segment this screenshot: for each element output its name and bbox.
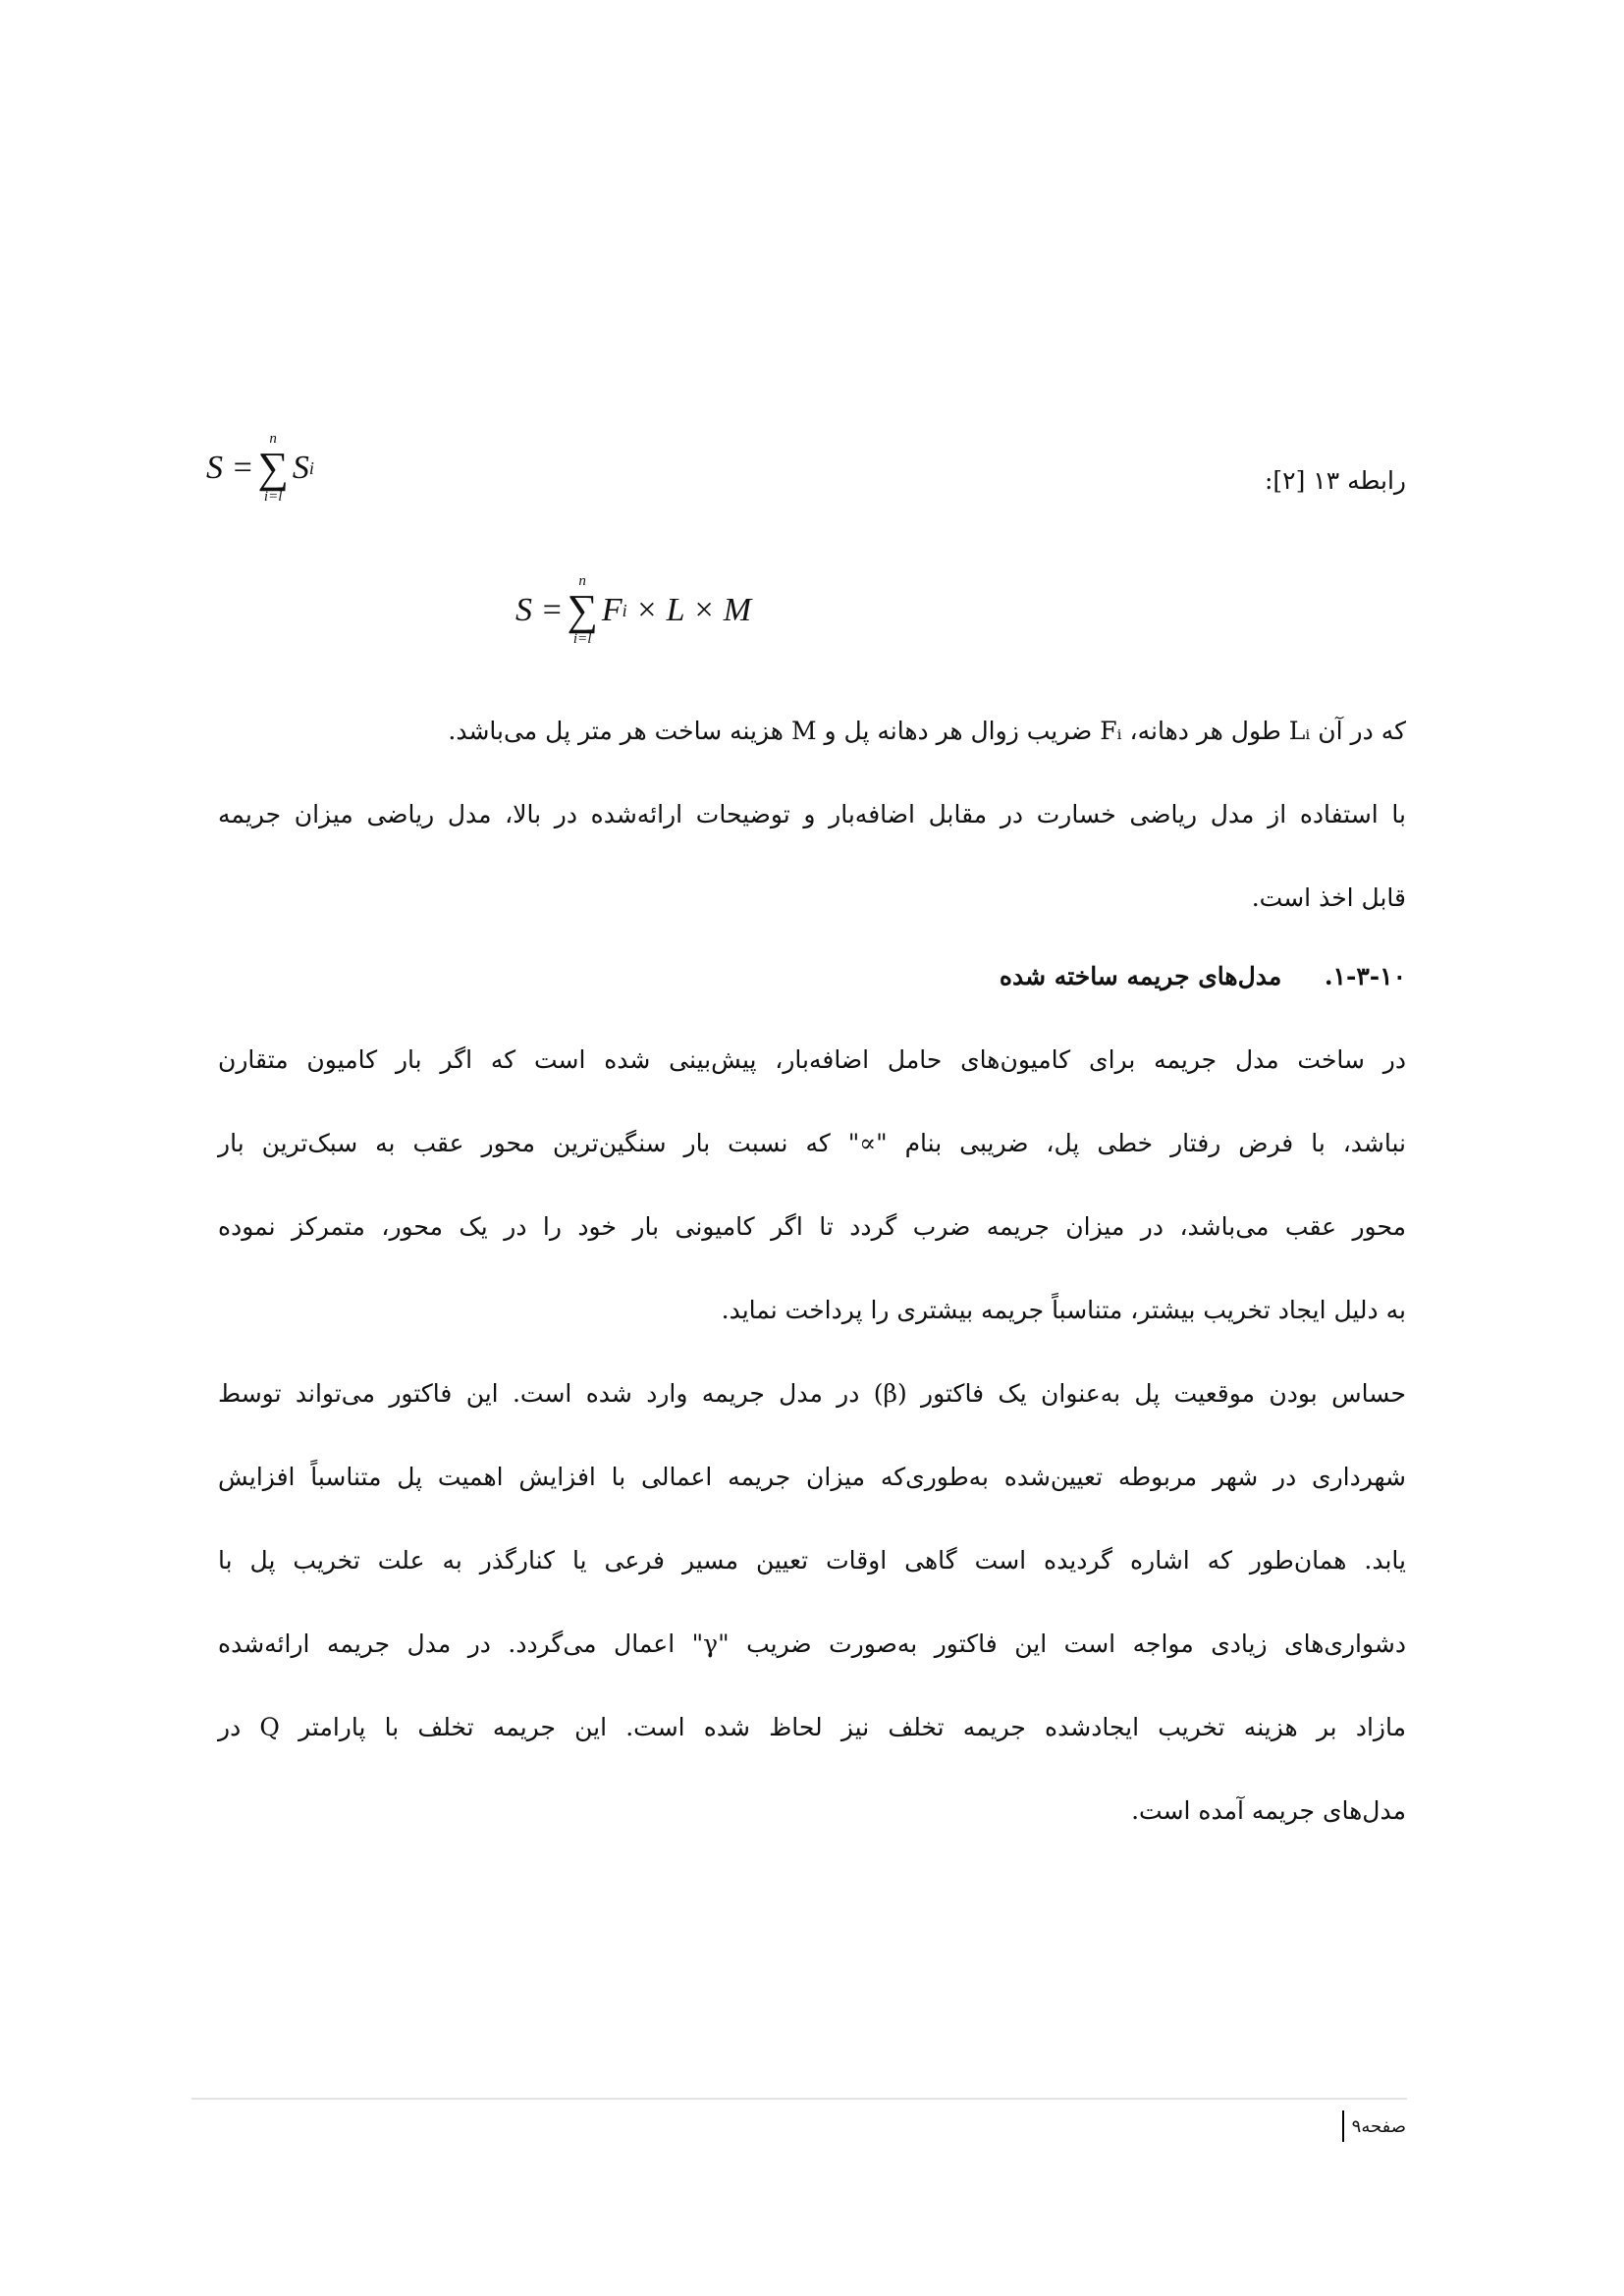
equation-label: رابطه ۱۳ [۲]: [1264, 466, 1406, 495]
eq2-sum-bottom: i=l [572, 631, 592, 647]
paragraph-line: محور عقب می‌باشد، در میزان جریمه ضرب گردد تا اگر کامیونی بار خود را در یک محور، متمرکز نموده [218, 1212, 1406, 1241]
sigma-symbol: ∑ [567, 586, 598, 634]
paragraph-line: حساس بودن موقعیت پل به‌عنوان یک فاکتور (β) در مدل جریمه وارد شده است. این فاکتور می‌تواند توسط [218, 1379, 1406, 1408]
eq1-sum-bottom: i=l [263, 489, 283, 505]
paragraph-line: با استفاده از مدل ریاضی خسارت در مقابل اضافه‌بار و توضیحات ارائه‌شده در بالا، مدل ریاضی میزان جریمه [218, 800, 1406, 828]
page-number-label: صفحه۹ [1351, 2115, 1406, 2137]
section-title: مدل‌های جریمه ساخته شده [999, 962, 1282, 990]
footer-divider [191, 2098, 1407, 2100]
eq2-term-sub: i [622, 600, 627, 620]
eq2-term: F [601, 592, 623, 628]
eq2-rest: × L × M [635, 592, 752, 628]
section-heading [218, 957, 1406, 996]
section-number: ۱-۳-۱۰. [1324, 962, 1406, 990]
page-number-separator [1342, 2110, 1344, 2142]
paragraph-line: مازاد بر هزینه تخریب ایجادشده جریمه تخلف نیز لحاظ شده است. این جریمه تخلف با پارامتر Q در [218, 1713, 1406, 1741]
paragraph-line: قابل اخذ است. [1251, 883, 1406, 912]
paragraph-line: شهرداری در شهر مربوطه تعیین‌شده به‌طوری‌که میزان جریمه اعمالی با افزایش اهمیت پل متناسباً افزایش [218, 1463, 1406, 1491]
sigma-symbol: ∑ [257, 444, 289, 492]
page-number [1342, 2110, 1406, 2142]
paragraph-line: یابد. همان‌طور که اشاره گردیده است گاهی اوقات تعیین مسیر فرعی یا کنارگذر به علت تخریب پل با [218, 1546, 1406, 1575]
eq2-sum-top: n [578, 573, 586, 589]
paragraph-line: مدل‌های جریمه آمده است. [1131, 1796, 1406, 1825]
paragraph-line: به دلیل ایجاد تخریب بیشتر، متناسباً جریمه بیشتری را پرداخت نماید. [721, 1296, 1406, 1324]
paragraph-line: در ساخت مدل جریمه برای کامیون‌های حامل اضافه‌بار، پیش‌بینی شده است که اگر بار کامیون متقارن [218, 1045, 1406, 1074]
equation-2 [515, 574, 751, 647]
eq1-equals: = [231, 450, 254, 486]
eq1-term: S [292, 450, 309, 486]
eq2-summation [567, 574, 597, 647]
eq1-lhs: S [206, 450, 223, 486]
paragraph-line: نباشد، با فرض رفتار خطی پل، ضریبی بنام "∝" که نسبت بار سنگین‌ترین محور عقب به سبک‌ترین بار [218, 1129, 1406, 1157]
eq1-sum-top: n [269, 431, 277, 447]
eq1-term-sub: i [308, 457, 314, 478]
paragraph-line: دشواری‌های زیادی مواجه است این فاکتور به‌صورت ضریب "γ" اعمال می‌گردد. در مدل جریمه ارائه‌شده [218, 1629, 1407, 1658]
eq2-equals: = [540, 592, 564, 628]
paragraph-line: که در آن Lᵢ طول هر دهانه، Fᵢ ضریب زوال هر دهانه پل و M هزینه ساخت هر متر پل می‌باشد. [448, 717, 1406, 745]
eq2-lhs: S [515, 592, 532, 628]
equation-1 [206, 432, 314, 505]
eq1-summation [257, 432, 288, 505]
